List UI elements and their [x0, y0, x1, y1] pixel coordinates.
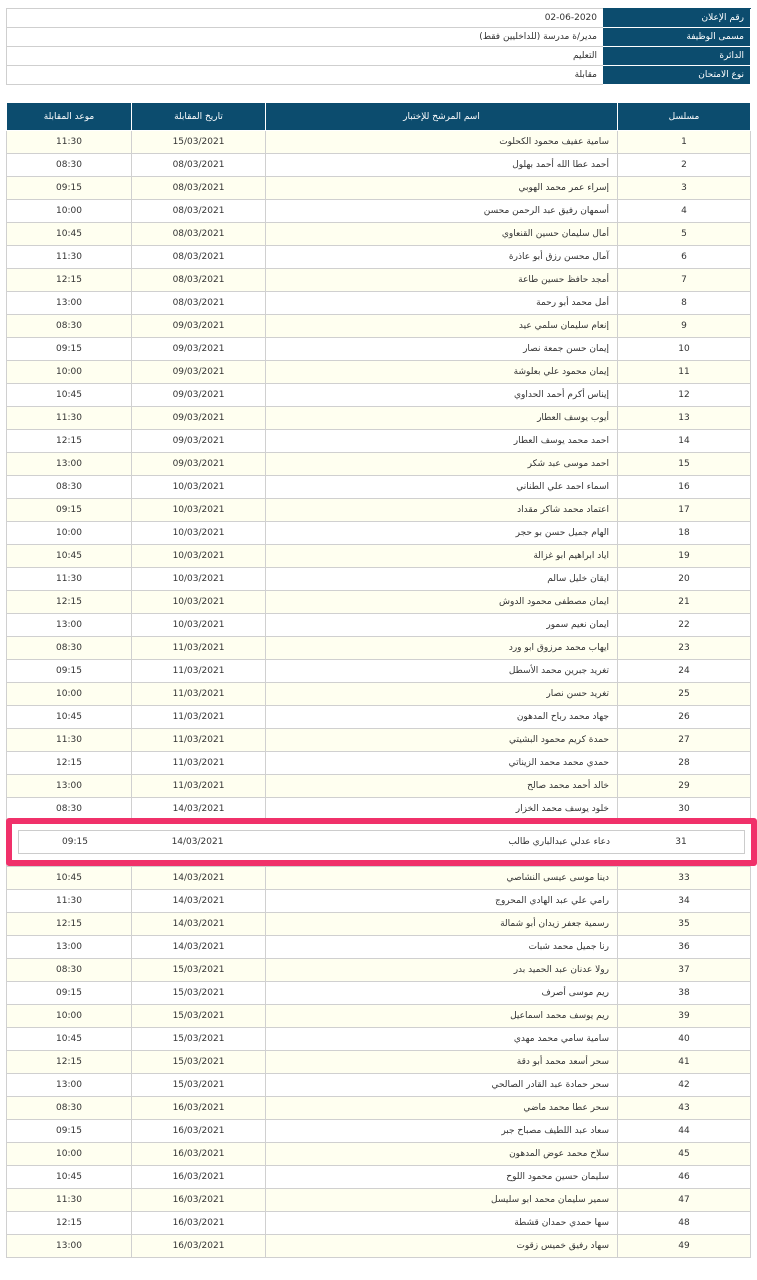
row-interview-date: 09/03/2021 — [132, 315, 266, 338]
row-candidate-name: سعاد عبد اللطيف مصباح جبر — [266, 1120, 618, 1143]
row-serial: 19 — [618, 545, 751, 568]
highlighted-row — [18, 830, 745, 854]
table-row — [7, 338, 751, 361]
candidates-table — [6, 102, 751, 1258]
row-interview-time: 12:15 — [7, 591, 132, 614]
row-interview-date: 08/03/2021 — [132, 200, 266, 223]
table-row — [7, 1143, 751, 1166]
table-row — [7, 1074, 751, 1097]
row-candidate-name: احمد محمد يوسف العطار — [266, 430, 618, 453]
row-serial: 13 — [618, 407, 751, 430]
row-candidate-name: إيناس أكرم أحمد الحداوي — [266, 384, 618, 407]
row-interview-date: 16/03/2021 — [132, 1189, 266, 1212]
row-interview-date: 09/03/2021 — [132, 453, 266, 476]
row-interview-date: 11/03/2021 — [132, 637, 266, 660]
row-interview-time: 10:45 — [7, 223, 132, 246]
row-interview-time: 12:15 — [7, 269, 132, 292]
row-candidate-name: أمال سليمان حسين القنعاوي — [266, 223, 618, 246]
table-row — [7, 890, 751, 913]
row-interview-date: 08/03/2021 — [132, 154, 266, 177]
row-serial: 12 — [618, 384, 751, 407]
row-candidate-name: اياد ابراهيم ابو غزالة — [266, 545, 618, 568]
row-candidate-name: ايمان نعيم سمور — [266, 614, 618, 637]
row-candidate-name: تغريد جبرين محمد الأسطل — [266, 660, 618, 683]
row-candidate-name: سهاد رفيق خميس زقوت — [266, 1235, 618, 1258]
info-label: رقم الإعلان — [604, 9, 751, 28]
row-interview-date: 16/03/2021 — [132, 1143, 266, 1166]
table-row — [7, 1212, 751, 1235]
row-interview-date: 09/03/2021 — [132, 430, 266, 453]
table-row — [7, 614, 751, 637]
table-row — [7, 384, 751, 407]
row-candidate-name: إسراء عمر محمد الهوبي — [266, 177, 618, 200]
row-interview-time: 13:00 — [7, 614, 132, 637]
row-interview-date: 14/03/2021 — [132, 936, 266, 959]
row-interview-date: 15/03/2021 — [132, 982, 266, 1005]
table-row — [7, 1166, 751, 1189]
row-serial: 18 — [618, 522, 751, 545]
row-interview-time: 13:00 — [7, 453, 132, 476]
table-row — [7, 683, 751, 706]
row-interview-time: 08:30 — [7, 476, 132, 499]
table-row — [7, 913, 751, 936]
info-row — [7, 28, 751, 47]
row-candidate-name: احمد موسى عبد شكر — [266, 453, 618, 476]
row-serial: 30 — [618, 798, 751, 821]
row-serial: 28 — [618, 752, 751, 775]
row-interview-date: 08/03/2021 — [132, 292, 266, 315]
row-candidate-name: سمير سليمان محمد ابو سليسل — [266, 1189, 618, 1212]
row-candidate-name: الهام جميل حسن بو حجر — [266, 522, 618, 545]
header-serial: مسلسل — [618, 103, 751, 131]
highlight-interview-date: 14/03/2021 — [171, 837, 224, 847]
row-interview-time: 11:30 — [7, 890, 132, 913]
table-row — [7, 246, 751, 269]
row-interview-date: 15/03/2021 — [132, 1028, 266, 1051]
row-candidate-name: أمل محمد أبو رحمة — [266, 292, 618, 315]
row-serial: 9 — [618, 315, 751, 338]
row-interview-date: 16/03/2021 — [132, 1235, 266, 1258]
table-row — [7, 476, 751, 499]
row-interview-date: 09/03/2021 — [132, 384, 266, 407]
table-row — [7, 499, 751, 522]
row-serial: 17 — [618, 499, 751, 522]
row-candidate-name: حمدي محمد محمد الزيناتي — [266, 752, 618, 775]
row-interview-time: 11:30 — [7, 407, 132, 430]
row-candidate-name: سليمان حسين محمود اللوح — [266, 1166, 618, 1189]
row-serial: 21 — [618, 591, 751, 614]
row-serial: 8 — [618, 292, 751, 315]
row-serial: 47 — [618, 1189, 751, 1212]
row-candidate-name: سلاح محمد عوض المدهون — [266, 1143, 618, 1166]
row-interview-date: 14/03/2021 — [132, 913, 266, 936]
row-serial: 49 — [618, 1235, 751, 1258]
row-serial: 35 — [618, 913, 751, 936]
row-interview-time: 10:45 — [7, 867, 132, 890]
row-interview-date: 10/03/2021 — [132, 476, 266, 499]
table-row — [7, 315, 751, 338]
row-serial: 36 — [618, 936, 751, 959]
row-candidate-name: سحر حمادة عبد القادر الصالحي — [266, 1074, 618, 1097]
table-row — [7, 867, 751, 890]
table-row — [7, 729, 751, 752]
row-interview-date: 15/03/2021 — [132, 1005, 266, 1028]
row-interview-date: 10/03/2021 — [132, 499, 266, 522]
row-serial: 26 — [618, 706, 751, 729]
row-candidate-name: أمجد حافظ حسين طاعة — [266, 269, 618, 292]
highlight-serial: 31 — [675, 837, 687, 847]
row-candidate-name: اعتماد محمد شاكر مقداد — [266, 499, 618, 522]
row-serial: 45 — [618, 1143, 751, 1166]
highlight-interview-time: 09:15 — [62, 837, 88, 847]
row-interview-date: 10/03/2021 — [132, 545, 266, 568]
row-serial: 6 — [618, 246, 751, 269]
row-candidate-name: أيوب يوسف العطار — [266, 407, 618, 430]
info-row — [7, 9, 751, 28]
row-candidate-name: إنعام سليمان سلمي عيد — [266, 315, 618, 338]
row-interview-date: 10/03/2021 — [132, 591, 266, 614]
row-candidate-name: رنا جميل محمد شبات — [266, 936, 618, 959]
table-row — [7, 361, 751, 384]
table-row — [7, 1051, 751, 1074]
row-interview-time: 12:15 — [7, 1051, 132, 1074]
row-interview-time: 08:30 — [7, 637, 132, 660]
table-row — [7, 407, 751, 430]
info-row — [7, 47, 751, 66]
row-serial: 34 — [618, 890, 751, 913]
row-serial: 38 — [618, 982, 751, 1005]
row-serial: 48 — [618, 1212, 751, 1235]
row-interview-time: 10:00 — [7, 361, 132, 384]
row-interview-date: 14/03/2021 — [132, 798, 266, 821]
row-candidate-name: رامي علي عبد الهادي المحروج — [266, 890, 618, 913]
table-row — [7, 706, 751, 729]
row-candidate-name: سحر عطا محمد ماضي — [266, 1097, 618, 1120]
row-interview-date: 11/03/2021 — [132, 660, 266, 683]
row-interview-date: 16/03/2021 — [132, 1212, 266, 1235]
row-interview-time: 12:15 — [7, 430, 132, 453]
row-serial: 15 — [618, 453, 751, 476]
row-candidate-name: ايمان مصطفى محمود الدوش — [266, 591, 618, 614]
row-interview-date: 11/03/2021 — [132, 683, 266, 706]
row-serial: 14 — [618, 430, 751, 453]
row-interview-time: 10:00 — [7, 683, 132, 706]
row-candidate-name: ايهاب محمد مرزوق ابو ورد — [266, 637, 618, 660]
row-serial: 25 — [618, 683, 751, 706]
row-serial: 2 — [618, 154, 751, 177]
highlight-candidate-name: دعاء عدلي عبدالباري طالب — [508, 837, 610, 847]
row-candidate-name: اسماء احمد علي الطناني — [266, 476, 618, 499]
row-interview-date: 10/03/2021 — [132, 522, 266, 545]
row-serial: 4 — [618, 200, 751, 223]
table-row — [7, 936, 751, 959]
row-interview-time: 08:30 — [7, 959, 132, 982]
row-serial: 39 — [618, 1005, 751, 1028]
table-row — [7, 1120, 751, 1143]
table-row — [7, 959, 751, 982]
row-serial: 16 — [618, 476, 751, 499]
row-interview-time: 10:00 — [7, 1005, 132, 1028]
row-interview-date: 09/03/2021 — [132, 338, 266, 361]
row-interview-time: 11:30 — [7, 246, 132, 269]
row-interview-date: 09/03/2021 — [132, 407, 266, 430]
row-interview-time: 13:00 — [7, 292, 132, 315]
row-interview-date: 08/03/2021 — [132, 269, 266, 292]
row-interview-time: 11:30 — [7, 568, 132, 591]
table-row — [7, 1235, 751, 1258]
table-row — [7, 568, 751, 591]
row-interview-time: 11:30 — [7, 1189, 132, 1212]
info-value: مدير/ة مدرسة (للداخليين فقط) — [7, 28, 604, 47]
row-interview-time: 13:00 — [7, 775, 132, 798]
row-candidate-name: رسمية جعفر زيدان أبو شمالة — [266, 913, 618, 936]
row-serial: 24 — [618, 660, 751, 683]
announcement-info-table — [6, 8, 751, 85]
info-label: مسمى الوظيفة — [604, 28, 751, 47]
row-interview-date: 11/03/2021 — [132, 752, 266, 775]
table-row — [7, 637, 751, 660]
row-interview-time: 08:30 — [7, 798, 132, 821]
row-interview-date: 15/03/2021 — [132, 131, 266, 154]
row-interview-time: 09:15 — [7, 660, 132, 683]
info-label: نوع الامتحان — [604, 66, 751, 85]
row-serial: 43 — [618, 1097, 751, 1120]
info-value: 02-06-2020 — [7, 9, 604, 28]
row-serial: 41 — [618, 1051, 751, 1074]
row-interview-time: 10:45 — [7, 384, 132, 407]
row-candidate-name: ريم يوسف محمد اسماعيل — [266, 1005, 618, 1028]
info-row — [7, 66, 751, 85]
row-candidate-name: ايقان خليل سالم — [266, 568, 618, 591]
row-interview-time: 08:30 — [7, 1097, 132, 1120]
row-interview-date: 15/03/2021 — [132, 959, 266, 982]
table-row — [7, 154, 751, 177]
row-serial: 5 — [618, 223, 751, 246]
row-serial: 22 — [618, 614, 751, 637]
row-interview-date: 15/03/2021 — [132, 1074, 266, 1097]
info-label: الدائرة — [604, 47, 751, 66]
table-row — [7, 545, 751, 568]
row-interview-date: 09/03/2021 — [132, 361, 266, 384]
row-serial: 46 — [618, 1166, 751, 1189]
row-interview-date: 08/03/2021 — [132, 177, 266, 200]
row-serial: 40 — [618, 1028, 751, 1051]
row-interview-time: 10:45 — [7, 545, 132, 568]
row-candidate-name: إيمان حسن جمعة نصار — [266, 338, 618, 361]
row-interview-date: 16/03/2021 — [132, 1097, 266, 1120]
row-candidate-name: سامية عفيف محمود الكحلوت — [266, 131, 618, 154]
row-candidate-name: حمدة كريم محمود البشيتي — [266, 729, 618, 752]
row-serial: 29 — [618, 775, 751, 798]
row-serial: 37 — [618, 959, 751, 982]
table-row — [7, 522, 751, 545]
row-interview-date: 15/03/2021 — [132, 1051, 266, 1074]
row-serial: 20 — [618, 568, 751, 591]
row-interview-time: 13:00 — [7, 936, 132, 959]
row-interview-time: 13:00 — [7, 1074, 132, 1097]
row-interview-time: 13:00 — [7, 1235, 132, 1258]
row-interview-date: 14/03/2021 — [132, 890, 266, 913]
table-row — [7, 223, 751, 246]
row-candidate-name: أسمهان رفيق عبد الرحمن محسن — [266, 200, 618, 223]
table-row — [7, 591, 751, 614]
row-serial: 10 — [618, 338, 751, 361]
table-row — [7, 200, 751, 223]
row-candidate-name: سحر أسعد محمد أبو دقة — [266, 1051, 618, 1074]
row-interview-time: 10:45 — [7, 1028, 132, 1051]
row-serial: 7 — [618, 269, 751, 292]
row-serial: 11 — [618, 361, 751, 384]
table-row — [7, 1005, 751, 1028]
row-interview-date: 10/03/2021 — [132, 568, 266, 591]
row-candidate-name: رولا عدنان عبد الحميد بدر — [266, 959, 618, 982]
row-interview-time: 09:15 — [7, 1120, 132, 1143]
table-row — [7, 1097, 751, 1120]
table-row — [7, 1189, 751, 1212]
row-serial: 27 — [618, 729, 751, 752]
row-interview-date: 08/03/2021 — [132, 223, 266, 246]
row-interview-time: 12:15 — [7, 752, 132, 775]
row-candidate-name: إيمان محمود علي بعلوشة — [266, 361, 618, 384]
row-interview-time: 11:30 — [7, 131, 132, 154]
table-row — [7, 177, 751, 200]
row-candidate-name: سها حمدي حمدان قشطة — [266, 1212, 618, 1235]
table-row — [7, 775, 751, 798]
table-row — [7, 982, 751, 1005]
row-serial: 33 — [618, 867, 751, 890]
row-serial: 3 — [618, 177, 751, 200]
header-candidate-name: اسم المرشح للإختبار — [266, 103, 618, 131]
row-interview-date: 11/03/2021 — [132, 729, 266, 752]
info-value: مقابلة — [7, 66, 604, 85]
row-candidate-name: خلود يوسف محمد الخزار — [266, 798, 618, 821]
row-interview-time: 11:30 — [7, 729, 132, 752]
row-interview-date: 08/03/2021 — [132, 246, 266, 269]
row-interview-date: 10/03/2021 — [132, 614, 266, 637]
info-value: التعليم — [7, 47, 604, 66]
table-row — [7, 292, 751, 315]
row-interview-date: 16/03/2021 — [132, 1120, 266, 1143]
row-candidate-name: آمال محسن رزق أبو عاذرة — [266, 246, 618, 269]
table-row — [7, 430, 751, 453]
row-interview-time: 12:15 — [7, 913, 132, 936]
row-interview-date: 16/03/2021 — [132, 1166, 266, 1189]
row-interview-time: 08:30 — [7, 315, 132, 338]
row-serial: 23 — [618, 637, 751, 660]
row-interview-date: 11/03/2021 — [132, 775, 266, 798]
table-header-row — [7, 103, 751, 131]
row-candidate-name: سامية سامي محمد مهدي — [266, 1028, 618, 1051]
table-row — [7, 131, 751, 154]
row-interview-date: 14/03/2021 — [132, 867, 266, 890]
table-row — [7, 453, 751, 476]
row-interview-time: 12:15 — [7, 1212, 132, 1235]
row-interview-time: 09:15 — [7, 338, 132, 361]
header-interview-date: تاريخ المقابلة — [132, 103, 266, 131]
row-interview-time: 10:00 — [7, 200, 132, 223]
row-serial: 44 — [618, 1120, 751, 1143]
row-interview-date: 11/03/2021 — [132, 706, 266, 729]
row-candidate-name: أحمد عطا الله أحمد بهلول — [266, 154, 618, 177]
table-row — [7, 660, 751, 683]
row-interview-time: 08:30 — [7, 154, 132, 177]
table-row — [7, 269, 751, 292]
row-interview-time: 10:00 — [7, 522, 132, 545]
header-interview-time: موعد المقابلة — [7, 103, 132, 131]
row-interview-time: 10:00 — [7, 1143, 132, 1166]
row-serial: 42 — [618, 1074, 751, 1097]
table-row — [7, 1028, 751, 1051]
row-interview-time: 09:15 — [7, 499, 132, 522]
row-candidate-name: تغريد حسن نصار — [266, 683, 618, 706]
row-candidate-name: خالد أحمد محمد صالح — [266, 775, 618, 798]
table-row — [7, 752, 751, 775]
row-interview-time: 10:45 — [7, 706, 132, 729]
row-candidate-name: ريم موسى أصرف — [266, 982, 618, 1005]
highlighted-row-callout — [6, 818, 757, 866]
row-interview-time: 09:15 — [7, 177, 132, 200]
row-interview-time: 09:15 — [7, 982, 132, 1005]
row-candidate-name: جهاد محمد رباح المدهون — [266, 706, 618, 729]
row-serial: 1 — [618, 131, 751, 154]
row-interview-time: 10:45 — [7, 1166, 132, 1189]
row-candidate-name: دينا موسى عيسى النشاصي — [266, 867, 618, 890]
